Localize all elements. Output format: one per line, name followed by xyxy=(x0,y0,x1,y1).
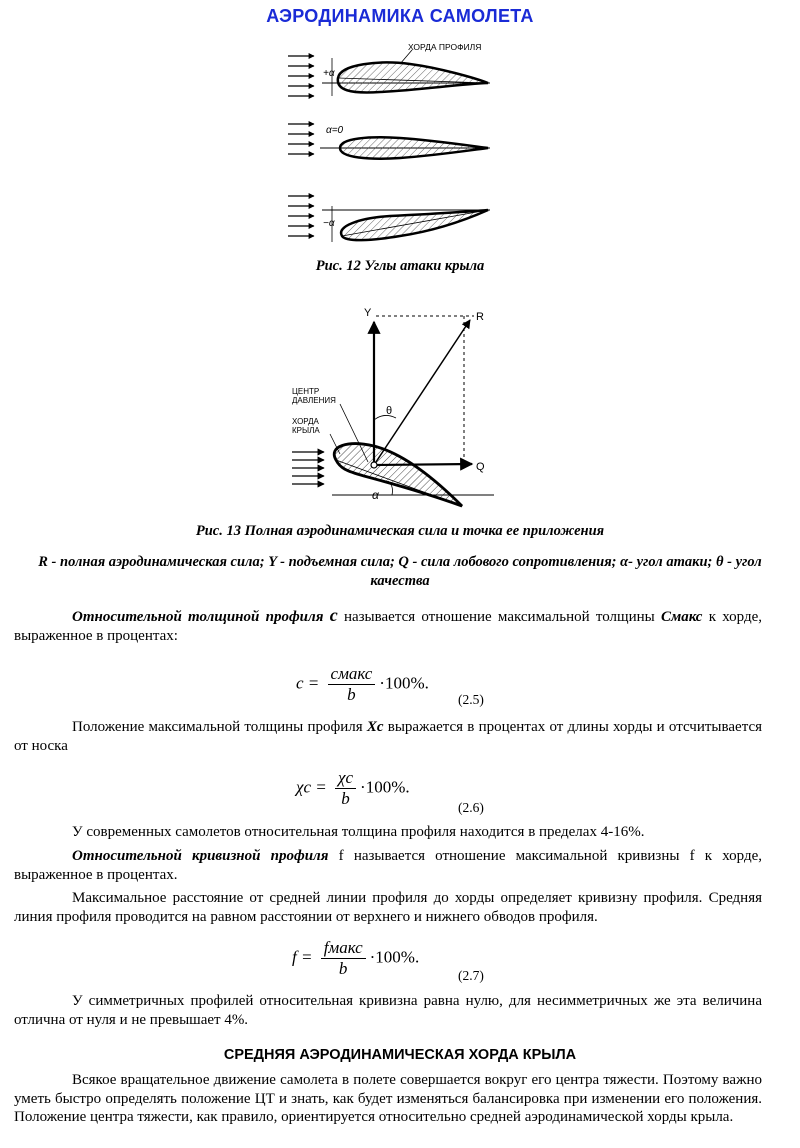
label-chord-1: ХОРДА xyxy=(292,417,319,426)
paragraph-thickness-range: У современных самолетов относительная толщина профиля находится в пределах 4-16%. xyxy=(72,824,645,840)
chord-label: ХОРДА ПРОФИЛЯ xyxy=(408,42,482,52)
section-heading: СРЕДНЯЯ АЭРОДИНАМИЧЕСКАЯ ХОРДА КРЫЛА xyxy=(223,1047,577,1063)
paragraph-max-thickness-position: Положение максимальной толщины профиля Xc выражается в процентах от длины хорды и отсчитывается от носка xyxy=(14,719,763,754)
equation-number-2-6: (2.6) xyxy=(458,800,484,815)
alpha-plus-label: +α xyxy=(323,68,335,79)
paragraph-center-of-gravity: Всякое вращательное движение самолета в полете совершается вокруг его центра тяжести. Поэтому важно уметь быстро определять положение ЦТ и знать, как будет изменяться балансировка при изменении его положения. Положение центра тяжести, как правило, ориентируется относительно средней аэродинамической хорды крыла. xyxy=(14,1072,762,1125)
label-q: Q xyxy=(476,461,485,473)
label-center-1: ЦЕНТР xyxy=(292,387,320,396)
formula-2-5: c = $\frac{\text{cмакс}}{b}$ ·100%. xyxy=(296,664,429,704)
airfoil-zero-alpha xyxy=(288,124,490,159)
label-center-2: ДАВЛЕНИЯ xyxy=(292,396,336,405)
figure-12-caption: Рис. 12 Углы атаки крыла xyxy=(315,258,485,274)
label-theta: θ xyxy=(386,405,393,417)
label-alpha: α xyxy=(372,488,379,502)
alpha-zero-label: α=0 xyxy=(326,125,344,136)
symbol-xc: Xc xyxy=(366,719,384,735)
equation-number-2-7: (2.7) xyxy=(458,968,484,983)
label-r: R xyxy=(476,311,484,323)
figure-13-aerodynamic-force xyxy=(284,300,502,512)
figure-13-caption: Рис. 13 Полная аэродинамическая сила и точка ее приложения xyxy=(195,523,605,539)
paragraph-relative-curvature: Относительной кривизной профиля f называется отношение максимальной кривизны f к хорде, выраженное в процентах. xyxy=(14,848,762,883)
alpha-minus-label: −α xyxy=(323,218,335,229)
figure-12-angles-of-attack xyxy=(280,38,500,254)
equation-number-2-5: (2.5) xyxy=(458,692,484,707)
label-chord-2: КРЫЛА xyxy=(292,426,320,435)
term-relative-thickness: Относительной толщиной профиля xyxy=(72,609,324,625)
paragraph-relative-thickness: Относительной толщиной профиля c называется отношение максимальной толщины Cмакс к хорде, выраженное в процентах: xyxy=(14,605,763,644)
formula-2-6: χc = $\frac{\chi c}{b}$ ·100%. xyxy=(296,768,410,808)
label-y: Y xyxy=(364,307,372,319)
airfoil-negative-alpha xyxy=(288,196,490,242)
symbol-c: c xyxy=(329,605,338,625)
figure-13-legend: R - полная аэродинамическая сила; Y - подъемная сила; Q - сила лобового сопротивления; α- угол атаки; θ - угол качества xyxy=(38,554,762,589)
page-title: АЭРОДИНАМИКА САМОЛЕТА xyxy=(266,6,534,26)
paragraph-symmetric-profiles: У симметричных профилей относительная кривизна равна нулю, для несимметричных же эта величина отлична от нуля и не превышает 4%. xyxy=(14,993,762,1028)
airfoil-positive-alpha xyxy=(288,42,490,96)
term-relative-curvature: Относительной кривизной профиля xyxy=(72,848,329,864)
formula-2-7: f = $\frac{\text{fмакс}}{b}$ ·100%. xyxy=(292,938,420,978)
paragraph-mean-line: Максимальное расстояние от средней линии профиля до хорды определяет кривизну профиля. Средняя линия профиля проводится на равном расстоянии от верхнего и нижнего обводов профиля. xyxy=(14,890,762,925)
symbol-cmax: Cмакс xyxy=(660,609,703,625)
